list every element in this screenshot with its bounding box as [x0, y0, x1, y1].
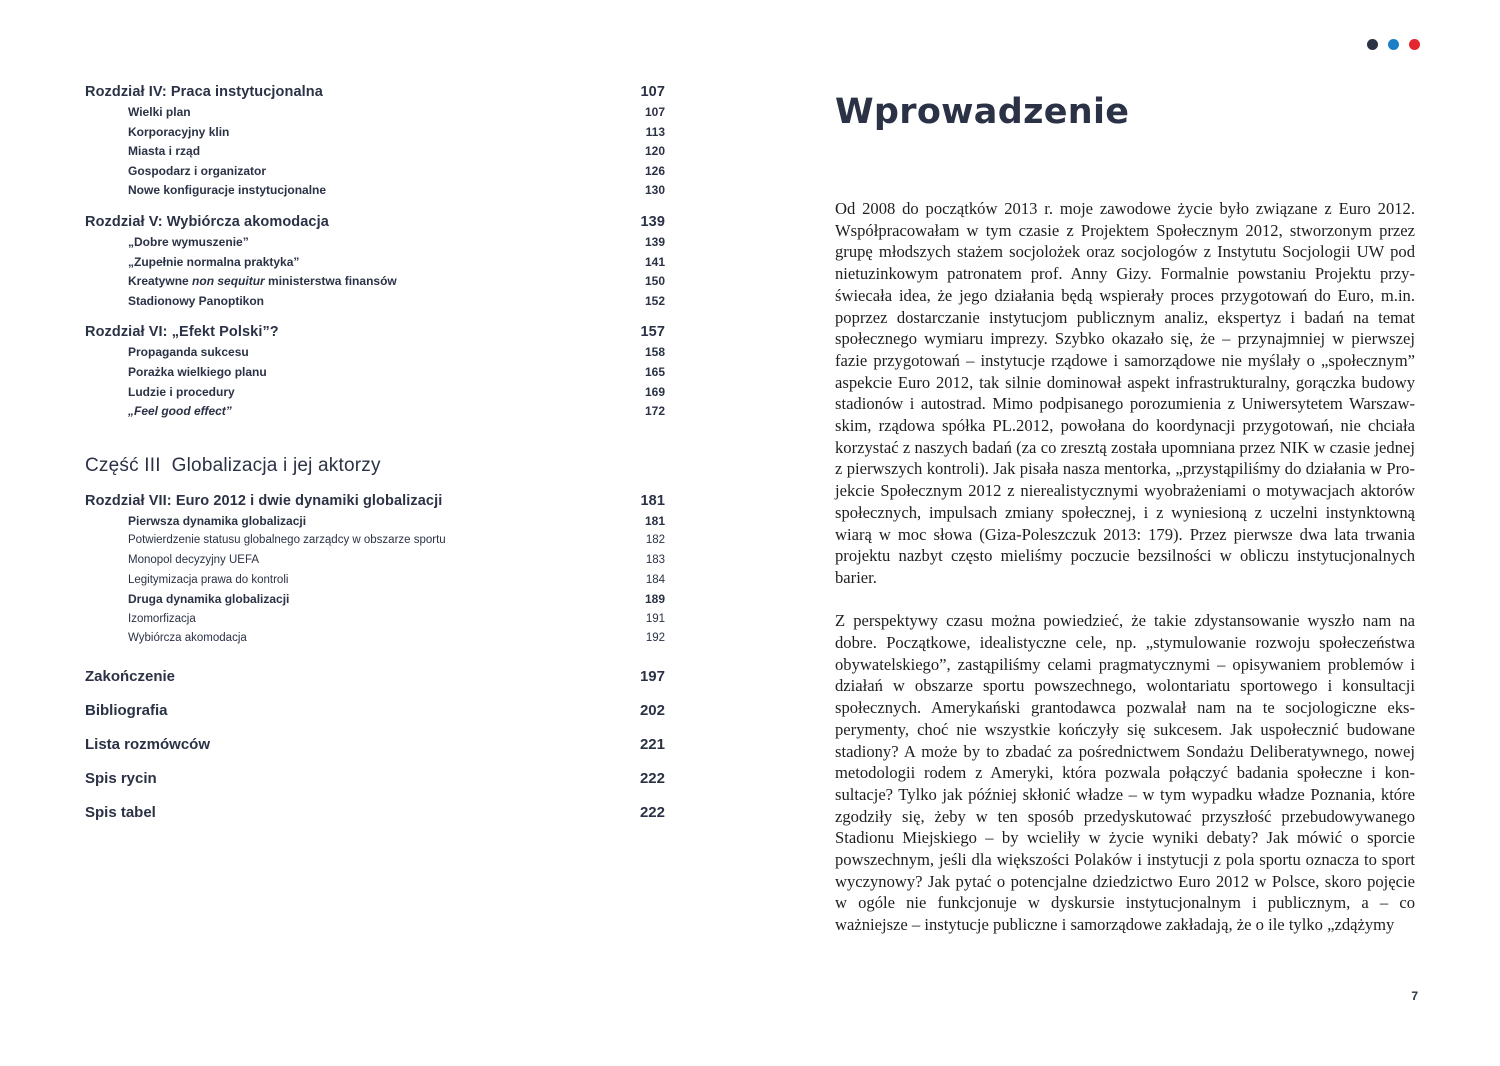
toc-section-title: Nowe konfiguracje instytucjonalne: [128, 183, 327, 198]
toc-section[interactable]: [85, 123, 665, 143]
toc-chapter-title: Rozdział IV: Praca instytucjonalna: [85, 84, 323, 100]
toc-chapter-group: [85, 322, 665, 421]
decorative-dots: [1367, 39, 1420, 50]
toc-section-title: [128, 272, 397, 292]
toc-chapter-group: [85, 491, 665, 649]
toc-section-title: Korporacyjny klin: [128, 124, 230, 139]
page-number: 7: [1411, 989, 1418, 1003]
toc-section-title: Porażka wielkiego planu: [128, 364, 267, 379]
toc-page-number: 202: [639, 701, 665, 719]
toc-page-number: 165: [644, 364, 665, 379]
toc-page-number: 172: [644, 404, 665, 419]
toc-section[interactable]: [85, 103, 665, 123]
toc-chapter-group: [85, 212, 665, 311]
toc-chapter[interactable]: [85, 491, 665, 512]
toc-end-item[interactable]: [85, 694, 665, 728]
toc-end-item-title: Spis tabel: [85, 803, 156, 821]
toc-section[interactable]: [85, 292, 665, 312]
table-of-contents: [85, 82, 665, 830]
toc-page-number: 184: [645, 573, 665, 586]
toc-page-number: 113: [645, 124, 665, 139]
toc-section-title: Wybiórcza akomodacja: [128, 632, 247, 645]
toc-page-number: 222: [639, 769, 665, 787]
toc-end-item-title: Zakończenie: [85, 667, 176, 685]
toc-section[interactable]: [85, 512, 665, 532]
toc-section[interactable]: [85, 272, 665, 292]
toc-subsection[interactable]: [85, 531, 665, 551]
toc-page-number: 107: [640, 84, 665, 100]
toc-chapter-title: Rozdział V: Wybiórcza akomodacja: [85, 213, 329, 230]
toc-page-number: 181: [644, 513, 665, 528]
toc-end-item-title: Bibliografia: [85, 701, 168, 719]
toc-end-item[interactable]: [85, 728, 665, 762]
toc-section-title: Legitymizacja prawa do kontroli: [128, 573, 289, 586]
toc-chapter[interactable]: [85, 82, 665, 103]
toc-section-title: Propaganda sukcesu: [128, 345, 249, 360]
toc-chapter-title: Rozdział VII: Euro 2012 i dwie dynamiki globalizacji: [85, 492, 443, 509]
toc-section[interactable]: [85, 162, 665, 182]
toc-page-number: 183: [645, 553, 665, 566]
toc-end-item[interactable]: [85, 762, 665, 796]
toc-section-title: Pierwsza dynamika globalizacji: [128, 513, 307, 528]
toc-end-item[interactable]: [85, 796, 665, 830]
body-text: [835, 198, 1415, 958]
dot-red-icon: [1409, 39, 1420, 50]
toc-section-title-italic: non sequitur: [192, 274, 265, 289]
toc-page-number: 191: [645, 612, 665, 625]
toc-section-title: Gospodarz i organizator: [128, 163, 267, 178]
toc-section-title: Wielki plan: [128, 105, 191, 119]
page-heading: Wprowadzenie: [835, 92, 1130, 132]
toc-page-number: 157: [640, 324, 665, 341]
toc-chapter[interactable]: [85, 212, 665, 233]
toc-section-title: Potwierdzenie statusu globalnego zarządcy w obszarze sportu: [128, 534, 446, 547]
right-page: [750, 0, 1500, 1066]
toc-section[interactable]: [85, 590, 665, 610]
toc-page-number: 169: [644, 384, 665, 399]
toc-end-item-title: Lista rozmówców: [85, 735, 211, 753]
toc-section[interactable]: [85, 253, 665, 273]
paragraph: Od 2008 do początków 2013 r. moje zawodowe życie było związane z Euro 2012. Współpracowałam w tym czasie z Projektem Społecznym 2012, stworzonym przez grupę młodszych stażem socjolożek oraz socjologów z Instytutu Socjologii UW pod nietuzinkowym patronatem prof. Anny Gizy. Formalnie powstaniu Projektu przyświecała idea, że jego działania będą wspierały proces przygotowań do Euro, m.in. poprzez dostarczanie instytucjom publicznym analiz, ekspertyz i badań na temat społecznego wymiaru imprezy. Szybko okazało się, że – przynajmniej w pierwszej fazie przygotowań – instytucje rządowe i samorządowe nie myślały o „społecznym” aspekcie Euro 2012, tak silnie dominował aspekt infrastrukturalny, gorączka budowy stadionów i autostrad. Mimo podpisanego porozumienia z Uniwersytetem Warszawskim, rządowa spółka PL.2012, powołana do koordynacji przygotowań, nie chciała korzystać z naszych badań (za co zresztą została upomniana przez NIK w czasie jednej z pierwszych kontroli). Jak pisała nasza mentorka, „przystąpiliśmy do działania w Projekcie Społecznym 2012 z nierealistycznymi wyobrażeniami o motywacjach aktorów społecznych, impulsach zmiany społecznej, i z wyniesioną z uczelni instynktowną wiarą w moc słowa (Giza-Poleszczuk 2013: 179). Przez pierwsze dwa lata trwania projektu nazbyt często mieliśmy poczucie bezsilności w obliczu instytucjonalnych barier.: [835, 199, 1415, 587]
toc-section[interactable]: [85, 383, 665, 403]
toc-page-number: 192: [645, 632, 665, 645]
toc-section-title: Druga dynamika globalizacji: [128, 592, 290, 607]
toc-section-title: Miasta i rząd: [128, 144, 201, 159]
toc-page-number: 141: [644, 254, 665, 269]
toc-page-number: 181: [640, 492, 665, 509]
toc-page-number: 189: [644, 592, 665, 607]
toc-page-number: 130: [644, 183, 665, 198]
dot-navy-icon: [1367, 39, 1378, 50]
toc-section-title: „Feel good effect”: [128, 404, 232, 419]
toc-subsection[interactable]: [85, 551, 665, 571]
paragraph: Z perspektywy czasu można powiedzieć, że takie zdystansowanie wyszło nam na dobre. Początkowe, idealistyczne cele, np. „stymulowanie rozwoju społeczeństwa obywatelskiego”, zastąpiliśmy celami pragmatycznymi – opisywaniem problemów i działań w obszarze sportu powszechnego, wolontariatu sportowego i konsultacji społecznych. Amerykański grantodawca pozwalał nam na te socjologiczne eksperymenty, choć nie wszystkie kończyły się sukcesem. Jak uspołecznić budowane stadiony? A może by to zbadać za pośrednictwem Sondażu Deliberatywnego, nowej metodologii rodem z Ameryki, która pozwala połączyć badania społeczne i konsultacje? Tylko jak później skłonić władze – w tym wypadku władze Poznania, które zgodziły się, żeby w ten sposób przedyskutować przyszłość przebudowywanego Stadionu Miejskiego – by wcieliły w życie wyniki debaty? Jak mówić o sporcie powszechnym, jeśli dla większości Polaków i instytucji z pola sportu oznacza to sport wyczynowy? Jak pytać o potencjalne dziedzictwo Euro 2012 w Polsce, skoro pojęcie w ogóle nie funkcjonuje w dyskursie instytucjonalnym i publicznym, a – co ważniejsze – instytucje publiczne i samorządowe zakładają, że o ile tylko „zdążymy: [835, 611, 1415, 935]
toc-page-number: 150: [644, 274, 665, 289]
toc-section[interactable]: [85, 233, 665, 253]
toc-page-number: 139: [640, 213, 665, 230]
toc-section[interactable]: [85, 181, 665, 201]
toc-section-title: Ludzie i procedury: [128, 384, 235, 399]
toc-page-number: 158: [644, 345, 665, 360]
toc-end-item-title: Spis rycin: [85, 769, 157, 787]
toc-page-number: 139: [644, 234, 665, 249]
toc-section[interactable]: [85, 363, 665, 383]
toc-section-title: „Zupełnie normalna praktyka”: [128, 254, 300, 269]
dot-blue-icon: [1388, 39, 1399, 50]
toc-page-number: 126: [644, 163, 665, 178]
toc-section-title-part: ministerstwa finansów: [264, 274, 397, 289]
toc-section[interactable]: [85, 402, 665, 422]
toc-page-number: 182: [645, 534, 665, 547]
toc-chapter-title: Rozdział VI: „Efekt Polski”?: [85, 324, 279, 341]
toc-section-title: „Dobre wymuszenie”: [128, 234, 249, 249]
toc-page-number: 152: [644, 293, 665, 308]
toc-section[interactable]: [85, 343, 665, 363]
toc-page-number: 221: [639, 735, 665, 753]
toc-page-number: 222: [639, 803, 665, 821]
toc-page-number: 107: [644, 105, 665, 119]
toc-subsection[interactable]: [85, 571, 665, 591]
toc-chapter[interactable]: [85, 322, 665, 343]
toc-section[interactable]: [85, 142, 665, 162]
toc-end-item[interactable]: [85, 660, 665, 694]
toc-section-title: Monopol decyzyjny UEFA: [128, 553, 260, 566]
toc-subsection[interactable]: [85, 629, 665, 649]
toc-part-title: Część III Globalizacja i jej aktorzy: [85, 454, 381, 476]
toc-section-title: Izomorfizacja: [128, 612, 196, 625]
toc-chapter-group: [85, 82, 665, 201]
toc-subsection[interactable]: [85, 610, 665, 630]
toc-page-number: 120: [644, 144, 665, 159]
toc-section-title-part: Kreatywne: [128, 274, 193, 289]
toc-section-title: Stadionowy Panoptikon: [128, 293, 265, 308]
toc-page-number: 197: [639, 667, 665, 685]
